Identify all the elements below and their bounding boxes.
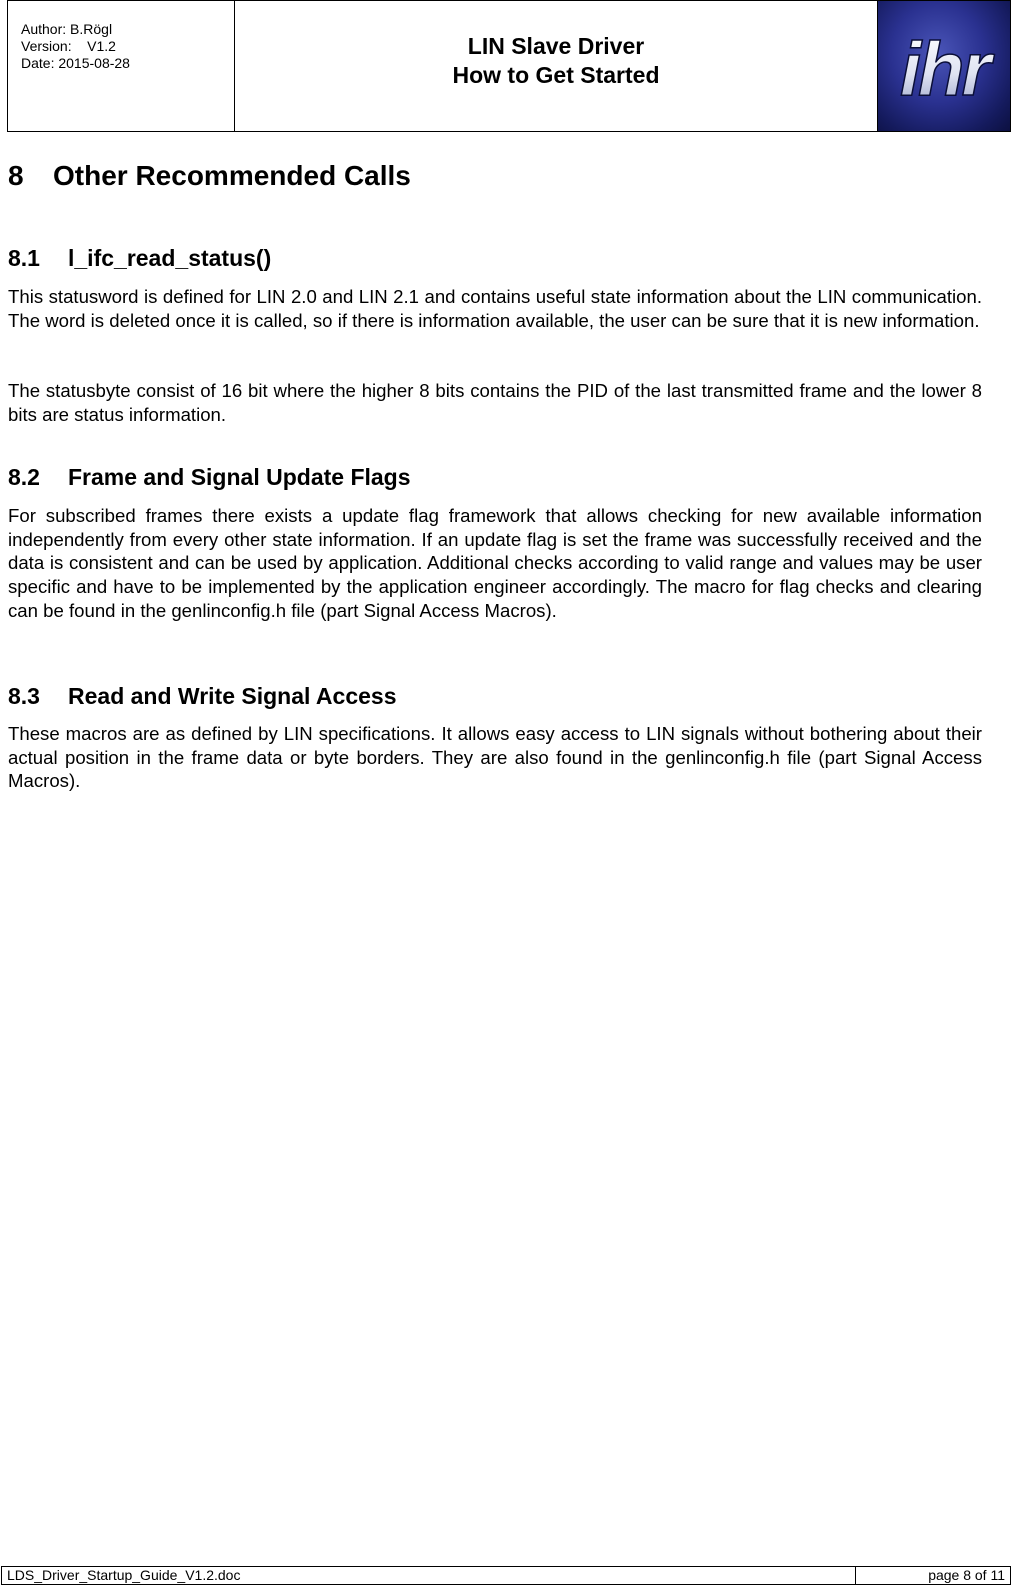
page-footer [1,1566,1011,1585]
section-title: Other Recommended Calls [53,160,411,191]
svg-text:ihr: ihr [899,27,989,112]
subsection-title: Read and Write Signal Access [68,683,397,709]
subsection-heading-8-3 [8,683,397,710]
paragraph: This statusword is defined for LIN 2.0 and LIN 2.1 and contains useful state information about the LIN communication. The word is deleted once it is called, so if there is information available, the user can be sure that it is new information. [8,286,982,331]
author-line: Author: B.Rögl [21,21,113,37]
subsection-title: Frame and Signal Update Flags [68,464,411,490]
section-heading [8,160,411,192]
subsection-number: 8.3 [8,683,40,709]
title-line-2: How to Get Started [452,62,660,88]
paragraph: The statusbyte consist of 16 bit where the higher 8 bits contains the PID of the last transmitted frame and the lower 8 bits are status information. [8,380,982,425]
subsection-heading-8-2 [8,464,411,491]
version-line: Version: V1.2 [21,38,116,54]
footer-page-number: page 8 of 11 [928,1567,1005,1583]
paragraph: For subscribed frames there exists a update flag framework that allows checking for new available information independently from every other state information. If an update flag is set the frame was successfully received and the data is consistent and can be used by application. Additional checks according to valid range and values may be user specific and have to be implemented by the application engineer accordingly. The macro for flag checks and clearing can be found in the genlinconfig.h file (part Signal Access Macros). [8,505,982,621]
ihr-logo-icon [878,1,1010,131]
title-line-1: LIN Slave Driver [467,33,645,59]
subsection-number: 8.2 [8,464,40,490]
paragraph: These macros are as defined by LIN specifications. It allows easy access to LIN signals without bothering about their actual position in the frame data or byte borders. They are also found in the genlinconfig.h file (part Signal Access Macros). [8,723,982,792]
subsection-number: 8.1 [8,245,40,271]
document-meta [8,1,235,131]
subsection-heading-8-1 [8,245,271,272]
section-number: 8 [8,160,24,191]
footer-filename: LDS_Driver_Startup_Guide_V1.2.doc [2,1567,856,1584]
document-title [235,1,878,131]
subsection-title: l_ifc_read_status() [68,245,272,271]
ihr-logo [878,1,1010,131]
page-header [7,0,1011,132]
date-line: Date: 2015-08-28 [21,55,130,71]
